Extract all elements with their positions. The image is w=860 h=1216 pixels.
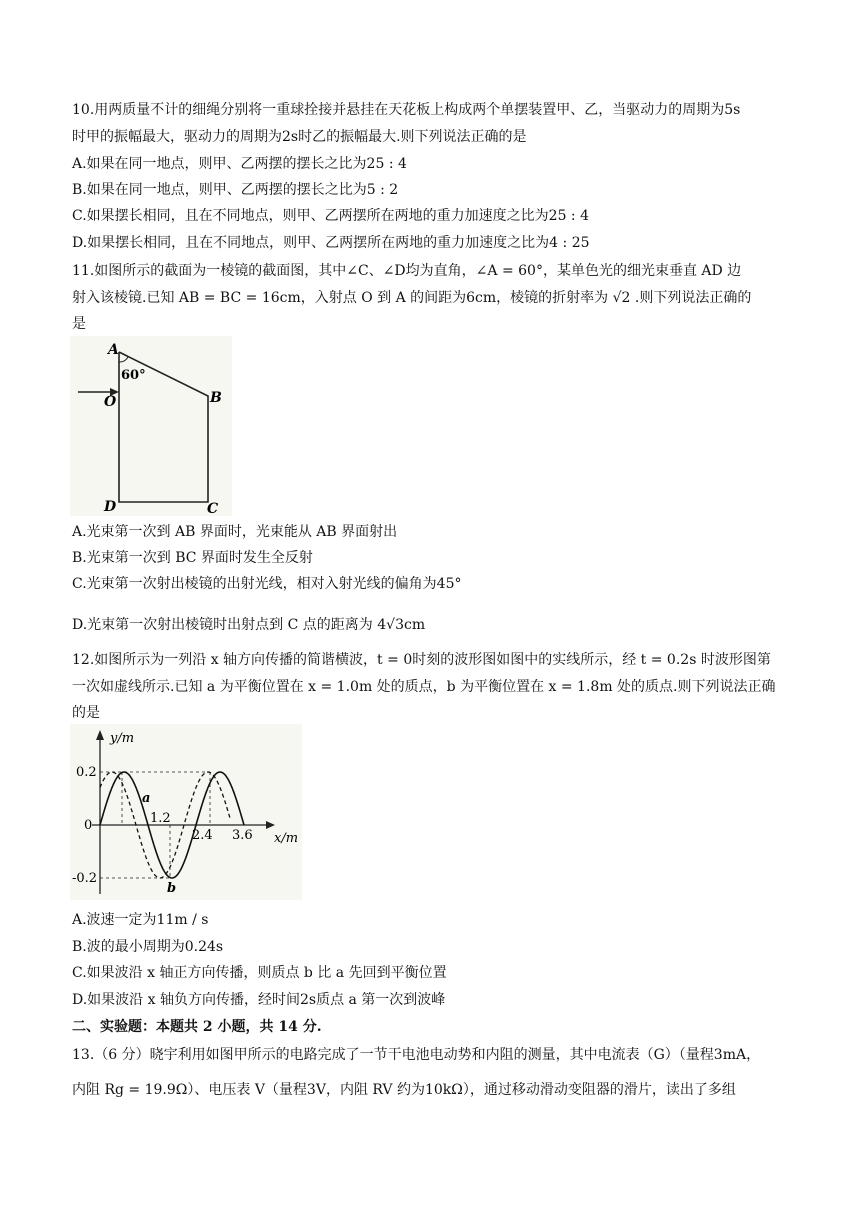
q10-stem-line2: 时甲的振幅最大，驱动力的周期为2s时乙的振幅最大.则下列说法正确的是 (72, 129, 527, 145)
section-2-title: 二、实验题：本题共 2 小题，共 14 分. (72, 1019, 322, 1035)
q11-stem-line2: 射入该棱镜.已知 AB = BC = 16cm，入射点 O 到 A 的间距为6cm，棱镜的折射率为 √2 .则下列说法正确的 (72, 290, 752, 306)
q12-option-b: B.波的最小周期为0.24s (72, 939, 224, 955)
q10-option-c: C.如果摆长相同，且在不同地点，则甲、乙两摆所在两地的重力加速度之比为25 : 4 (72, 208, 589, 224)
q10-option-d: D.如果摆长相同，且在不同地点，则甲、乙两摆所在两地的重力加速度之比为4 : 25 (72, 235, 590, 251)
q12-option-c: C.如果波沿 x 轴正方向传播，则质点 b 比 a 先回到平衡位置 (72, 965, 447, 981)
q11-stem-line1: 11.如图所示的截面为一棱镜的截面图，其中∠C、∠D均为直角，∠A = 60°，某单色光的细光束垂直 AD 边 (72, 263, 742, 279)
y-axis-label: y/m (110, 731, 135, 746)
q10-stem-line1: 10.用两质量不计的细绳分别将一重球拴接并悬挂在天花板上构成两个单摆装置甲、乙，当驱动力的周期为5s (72, 102, 741, 118)
y-tick-bottom: -0.2 (72, 871, 98, 886)
x-axis-label: x/m (274, 831, 299, 846)
q12-option-d: D.如果波沿 x 轴负方向传播，经时间2s质点 a 第一次到波峰 (72, 992, 446, 1008)
point-a-label: a (142, 791, 151, 806)
q13-stem-line1: 13.（6 分）晓宇利用如图甲所示的电路完成了一节干电池电动势和内阻的测量，其中电流表（G）（量程3mA， (72, 1047, 761, 1063)
x-tick-24: 2.4 (192, 828, 213, 843)
point-b-label: b (167, 881, 177, 896)
label-D: D (104, 499, 117, 515)
q11-option-c: C.光束第一次射出棱镜的出射光线，相对入射光线的偏角为45° (72, 576, 462, 592)
y-tick-top: 0.2 (76, 765, 97, 780)
label-angle: 60° (121, 368, 146, 383)
q11-option-d: D.光束第一次射出棱镜时出射点到 C 点的距离为 4√3cm (72, 617, 426, 633)
q13-stem-line2: 内阻 Rg = 19.9Ω）、电压表 V（量程3V，内阻 RV 约为10kΩ），通过移动滑动变阻器的滑片，读出了多组 (72, 1082, 736, 1098)
q12-option-a: A.波速一定为11m / s (72, 912, 209, 928)
y-tick-zero: 0 (84, 818, 93, 833)
label-B: B (210, 390, 222, 406)
label-O: O (104, 394, 117, 410)
q11-stem-line3: 是 (72, 316, 86, 332)
q12-stem-line1: 12.如图所示为一列沿 x 轴方向传播的简谐横波，t = 0时刻的波形图如图中的实线所示，经 t = 0.2s 时波形图第 (72, 652, 771, 668)
wave-figure (70, 724, 302, 900)
prism-figure (70, 336, 232, 516)
q12-stem-line2: 一次如虚线所示.已知 a 为平衡位置在 x = 1.0m 处的质点，b 为平衡位置在 x = 1.8m 处的质点.则下列说法正确 (72, 679, 776, 695)
q11-option-a: A.光束第一次到 AB 界面时，光束能从 AB 界面射出 (72, 524, 398, 540)
label-C: C (207, 501, 219, 516)
q11-option-b: B.光束第一次到 BC 界面时发生全反射 (72, 550, 313, 566)
q10-option-b: B.如果在同一地点，则甲、乙两摆的摆长之比为5 : 2 (72, 182, 399, 198)
q10-option-a: A.如果在同一地点，则甲、乙两摆的摆长之比为25 : 4 (72, 156, 407, 172)
x-tick-36: 3.6 (232, 828, 253, 843)
label-A: A (108, 342, 119, 358)
x-tick-12: 1.2 (150, 811, 171, 826)
q12-stem-line3: 的是 (72, 705, 100, 721)
